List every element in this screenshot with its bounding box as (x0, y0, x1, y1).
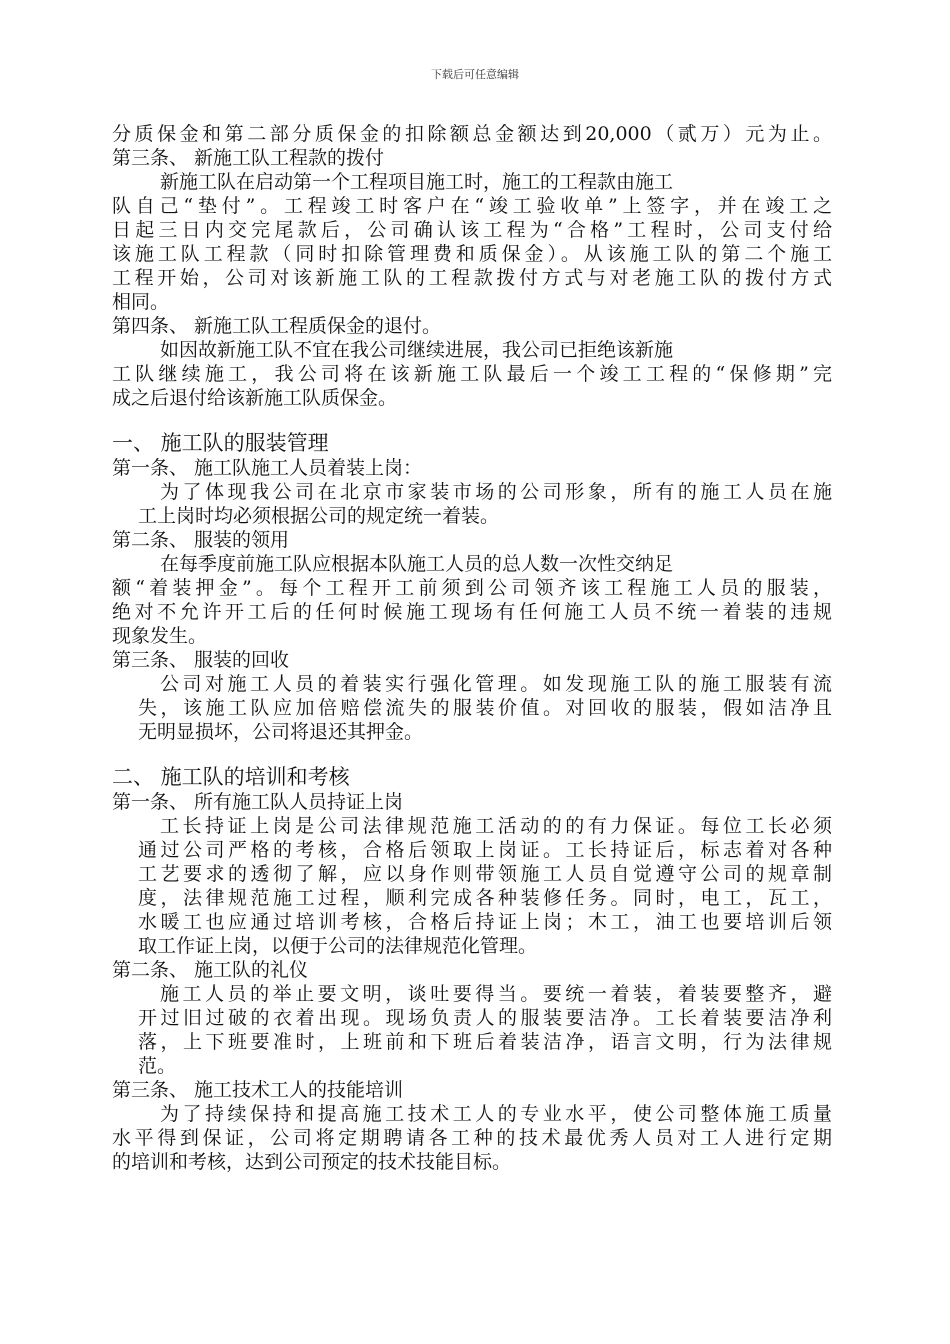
paragraph-line: 队自己“垫付”。工程竣工时客户在“竣工验收单”上签字，并在竣工之 (112, 195, 832, 217)
paragraph-line: 水平得到保证，公司将定期聘请各工种的技术最优秀人员对工人进行定期 (112, 1127, 832, 1149)
document-body (112, 122, 832, 1174)
article-heading: 第二条、 服装的领用 (112, 529, 290, 551)
paragraph-line: 失，该施工队应加倍赔偿流失的服装价值。对回收的服装，假如洁净且 (138, 697, 832, 719)
paragraph-line: 通过公司严格的考核，合格后领取上岗证。工长持证后，标志着对各种 (138, 839, 832, 861)
paragraph-line: 水暖工也应通过培训考核，合格后持证上岗；木工，油工也要培训后领 (138, 911, 832, 933)
paragraph-line: 为了体现我公司在北京市家装市场的公司形象，所有的施工人员在施 (160, 481, 832, 503)
paragraph-line: 在每季度前施工队应根据本队施工人员的总人数一次性交纳足 (160, 553, 674, 575)
article-heading: 第三条、 施工技术工人的技能培训 (112, 1079, 404, 1101)
paragraph-line: 工程开始，公司对该新施工队的工程款拨付方式与对老施工队的拨付方式 (112, 267, 832, 289)
paragraph-line: 绝对不允许开工后的任何时候施工现场有任何施工人员不统一着装的违规 (112, 601, 832, 623)
paragraph-line: 新施工队在启动第一个工程项目施工时，施工的工程款由施工 (160, 171, 674, 193)
article-heading: 第一条、 所有施工队人员持证上岗 (112, 791, 404, 813)
paragraph-line: 工队继续施工，我公司将在该新施工队最后一个竣工工程的“保修期”完 (112, 363, 832, 385)
paragraph-line: 的培训和考核，达到公司预定的技术技能目标。 (112, 1151, 512, 1173)
article-heading: 第三条、 服装的回收 (112, 649, 290, 671)
paragraph-line: 开过旧过破的衣着出现。现场负责人的服装要洁净。工长着装要洁净利 (138, 1007, 832, 1029)
paragraph-line: 公司对施工人员的着装实行强化管理。如发现施工队的施工服装有流 (160, 673, 832, 695)
paragraph-line: 取工作证上岗，以便于公司的法律规范化管理。 (138, 935, 538, 957)
paragraph-line: 范。 (138, 1055, 177, 1077)
paragraph-line: 分质保金和第二部分质保金的扣除额总金额达到20,000（贰万）元为止。 (112, 123, 832, 145)
paragraph-line: 如因故新施工队不宜在我公司继续进展，我公司已拒绝该新施 (160, 339, 674, 361)
paragraph-line: 度，法律规范施工过程，顺利完成各种装修任务。同时，电工，瓦工， (138, 887, 832, 909)
paragraph-line: 现象发生。 (112, 625, 208, 647)
paragraph-line: 日起三日内交完尾款后，公司确认该工程为“合格”工程时，公司支付给 (112, 219, 832, 241)
page-header-note: 下载后可任意编辑 (431, 68, 519, 81)
paragraph-line: 成之后退付给该新施工队质保金。 (112, 387, 398, 409)
article-heading: 第一条、 施工队施工人员着装上岗： (112, 457, 423, 479)
article-heading: 第四条、 新施工队工程质保金的退付。 (112, 315, 442, 337)
paragraph-line: 无明显损坏，公司将退还其押金。 (138, 721, 424, 743)
article-heading: 第三条、 新施工队工程款的拨付 (112, 147, 385, 169)
paragraph-line: 工上岗时均必须根据公司的规定统一着装。 (138, 505, 500, 527)
paragraph-line: 工艺要求的透彻了解，应以身作则带领施工人员自觉遵守公司的规章制 (138, 863, 832, 885)
paragraph-line: 为了持续保持和提高施工技术工人的专业水平，使公司整体施工质量 (160, 1103, 832, 1125)
paragraph-line: 相同。 (112, 291, 170, 313)
section-heading: 一、 施工队的服装管理 (112, 431, 329, 455)
paragraph-line: 落，上下班要准时，上班前和下班后着装洁净，语言文明，行为法律规 (138, 1031, 832, 1053)
article-heading: 第二条、 施工队的礼仪 (112, 959, 309, 981)
paragraph-line: 工长持证上岗是公司法律规范施工活动的的有力保证。每位工长必须 (160, 815, 832, 837)
paragraph-line: 该施工队工程款（同时扣除管理费和质保金）。从该施工队的第二个施工 (112, 243, 832, 265)
paragraph-line: 施工人员的举止要文明，谈吐要得当。要统一着装，着装要整齐，避 (160, 983, 832, 1005)
section-heading: 二、 施工队的培训和考核 (112, 765, 350, 789)
paragraph-line: 额“着装押金”。每个工程开工前须到公司领齐该工程施工人员的服装， (112, 577, 832, 599)
